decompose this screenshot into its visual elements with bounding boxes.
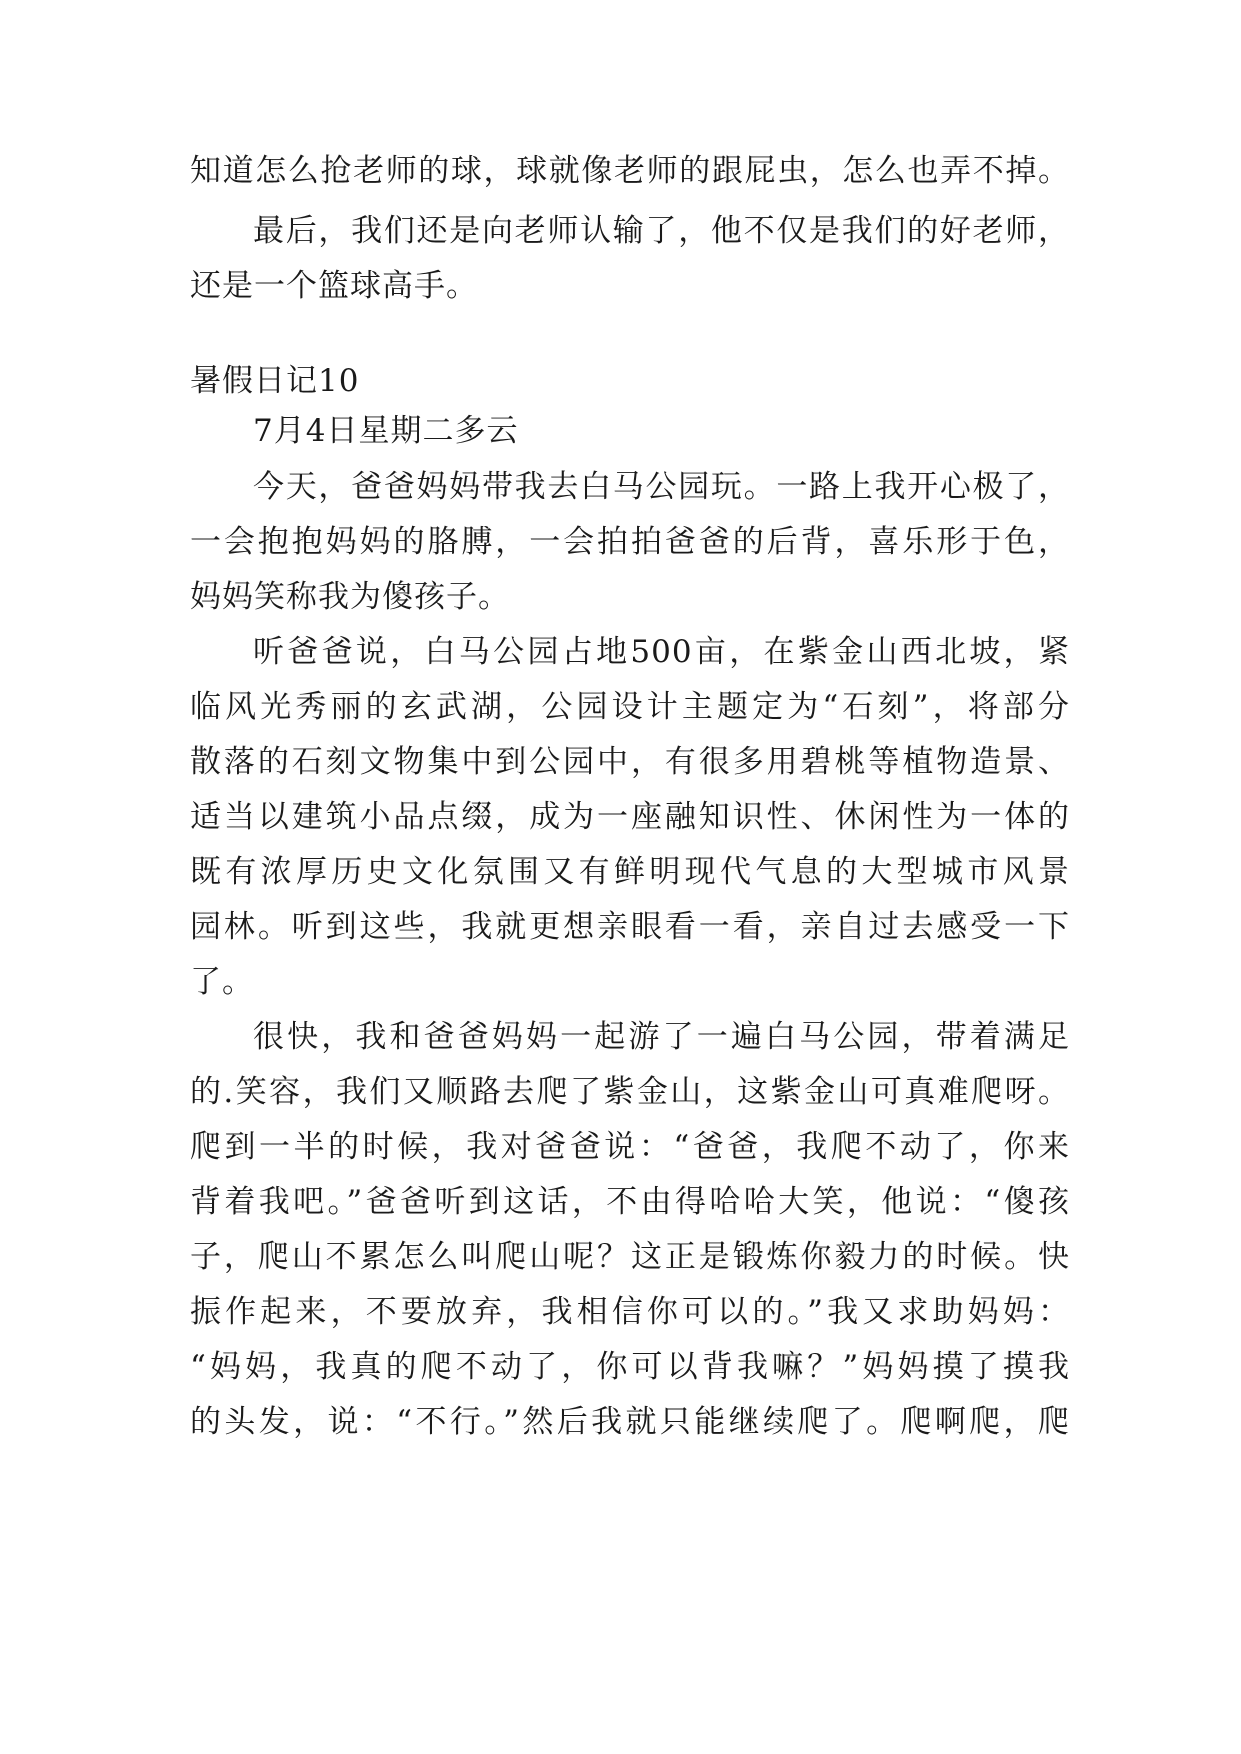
text-line: 适当以建筑小品点缀，成为一座融知识性、休闲性为一体的 (190, 799, 1070, 835)
text-line: 振作起来，不要放弃，我相信你可以的。”我又求助妈妈： (190, 1294, 1070, 1330)
text-line: 知道怎么抢老师的球，球就像老师的跟屁虫，怎么也弄不掉。 (190, 153, 1070, 189)
diary-heading: 暑假日记10 (190, 363, 360, 399)
text-line: 妈妈笑称我为傻孩子。 (190, 579, 510, 615)
text-line: “妈妈，我真的爬不动了，你可以背我嘛？”妈妈摸了摸我 (190, 1349, 1070, 1385)
text-line: 一会抱抱妈妈的胳膊，一会拍拍爸爸的后背，喜乐形于色， (190, 524, 1070, 560)
diary-date: 7月4日星期二多云 (253, 413, 519, 449)
text-line: 散落的石刻文物集中到公园中，有很多用碧桃等植物造景、 (190, 744, 1070, 780)
text-line: 的.笑容，我们又顺路去爬了紫金山，这紫金山可真难爬呀。 (190, 1074, 1070, 1110)
text-line: 临风光秀丽的玄武湖，公园设计主题定为“石刻”，将部分 (190, 689, 1070, 725)
text-line: 了。 (190, 964, 254, 1000)
text-line: 的头发，说：“不行。”然后我就只能继续爬了。爬啊爬，爬 (190, 1404, 1070, 1440)
text-line: 最后，我们还是向老师认输了，他不仅是我们的好老师， (253, 213, 1070, 249)
text-line: 今天，爸爸妈妈带我去白马公园玩。一路上我开心极了， (253, 469, 1070, 505)
text-line: 园林。听到这些，我就更想亲眼看一看，亲自过去感受一下 (190, 909, 1070, 945)
text-line: 爬到一半的时候，我对爸爸说：“爸爸，我爬不动了，你来 (190, 1129, 1070, 1165)
text-line: 子，爬山不累怎么叫爬山呢？这正是锻炼你毅力的时候。快 (190, 1239, 1070, 1275)
text-line: 听爸爸说，白马公园占地500亩，在紫金山西北坡，紧 (253, 634, 1070, 670)
text-line: 很快，我和爸爸妈妈一起游了一遍白马公园，带着满足 (253, 1019, 1070, 1055)
text-line: 背着我吧。”爸爸听到这话，不由得哈哈大笑，他说：“傻孩 (190, 1184, 1070, 1220)
text-line: 还是一个篮球高手。 (190, 268, 478, 304)
text-line: 既有浓厚历史文化氛围又有鲜明现代气息的大型城市风景 (190, 854, 1070, 890)
